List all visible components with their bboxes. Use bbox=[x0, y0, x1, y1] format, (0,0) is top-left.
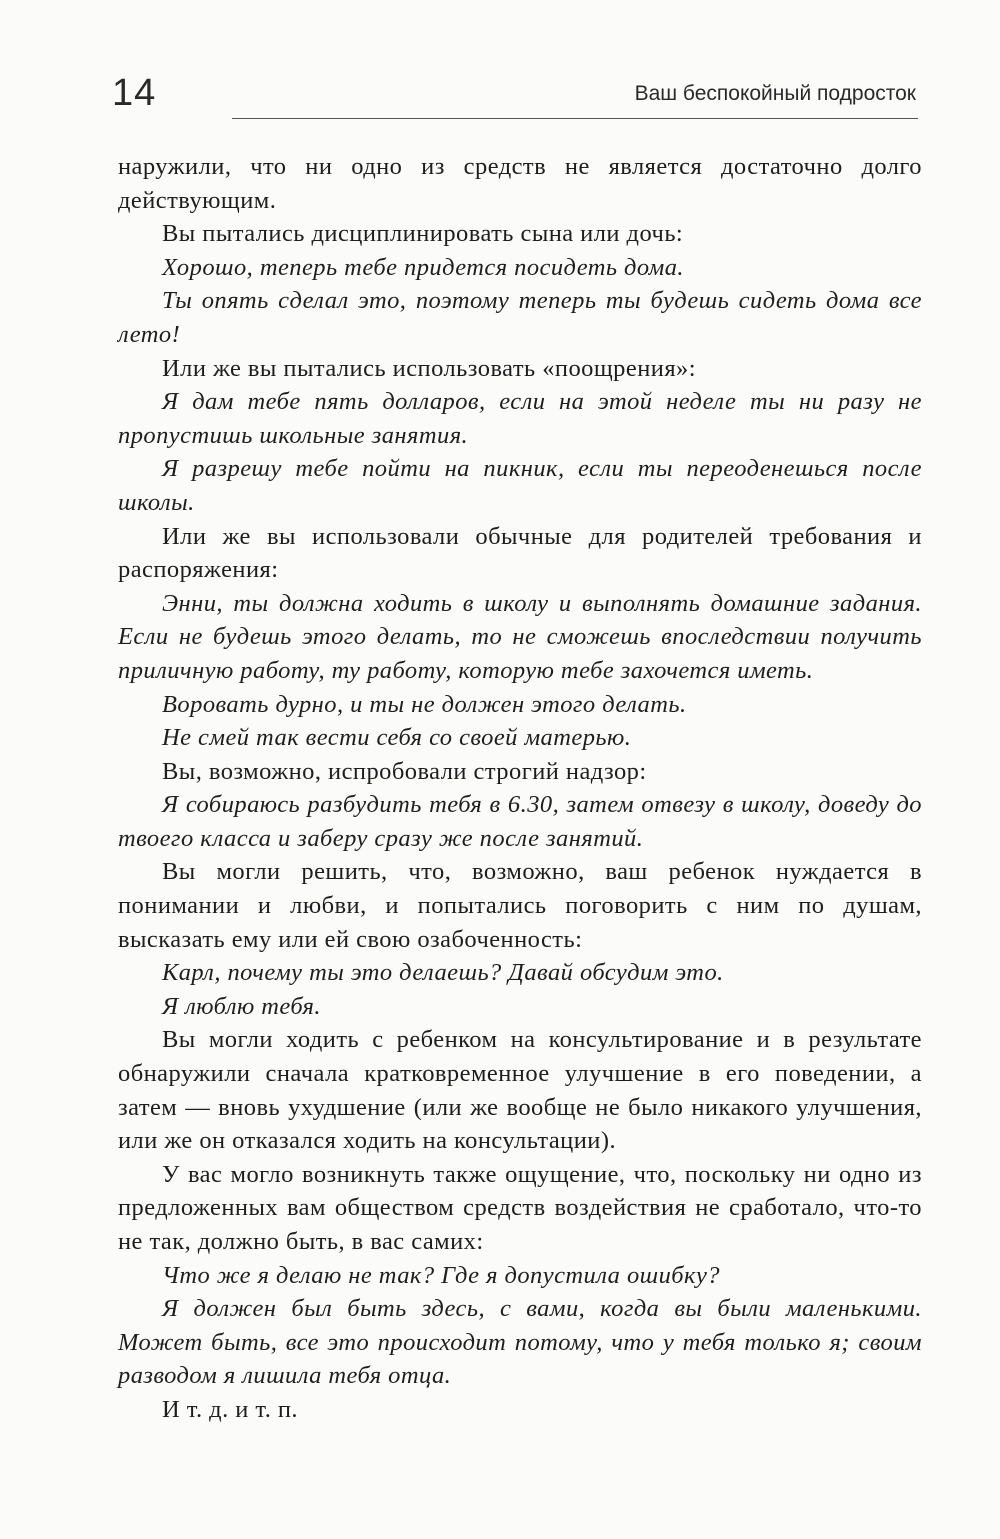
paragraph: Или же вы использовали обычные для родителей требования и распоряжения: bbox=[118, 522, 922, 584]
page-number: 14 bbox=[112, 72, 157, 114]
paragraph: У вас могло возникнуть также ощущение, что, поскольку ни одно из предложенных вам обществом средств воздействия не сработало, что-то не так, должно быть, в вас самих: bbox=[118, 1160, 922, 1255]
quote-paragraph: Я разрешу тебе пойти на пикник, если ты переоденешься после школы. bbox=[118, 455, 922, 516]
quote-paragraph: Карл, почему ты это делаешь? Давай обсудим это. bbox=[162, 959, 724, 987]
quote-paragraph: Не смей так вести себя со своей матерью. bbox=[162, 724, 632, 752]
paragraph: Или же вы пытались использовать «поощрения»: bbox=[162, 354, 696, 382]
running-head: Ваш беспокойный подросток bbox=[634, 82, 916, 105]
header-rule bbox=[232, 118, 918, 119]
quote-paragraph: Ты опять сделал это, поэтому теперь ты будешь сидеть дома все лето! bbox=[118, 287, 922, 348]
quote-paragraph: Воровать дурно, и ты не должен этого делать. bbox=[162, 690, 687, 718]
paragraph: И т. д. и т. п. bbox=[162, 1395, 298, 1423]
quote-paragraph: Что же я делаю не так? Где я допустила ошибку? bbox=[162, 1261, 720, 1289]
paragraph: наружили, что ни одно из средств не является достаточно долго действующим. bbox=[118, 153, 922, 214]
paragraph: Вы могли ходить с ребенком на консультирование и в результате обнаружили сначала кратковременное улучшение в его поведении, а затем — вновь ухудшение (или же вообще не было никакого улучшения, или же он отказался ходить на консультации). bbox=[118, 1026, 922, 1155]
body-text bbox=[118, 150, 922, 1427]
paragraph: Вы, возможно, испробовали строгий надзор: bbox=[162, 757, 647, 785]
quote-paragraph: Энни, ты должна ходить в школу и выполнять домашние задания. Если не будешь этого делать, то не сможешь впоследствии получить приличную работу, ту работу, которую тебе захочется иметь. bbox=[118, 589, 922, 684]
quote-paragraph: Я собираюсь разбудить тебя в 6.30, затем отвезу в школу, доведу до твоего класса и заберу сразу же после занятий. bbox=[118, 791, 922, 852]
quote-paragraph: Я дам тебе пять долларов, если на этой неделе ты ни разу не пропустишь школьные занятия. bbox=[118, 388, 922, 449]
quote-paragraph: Я должен был быть здесь, с вами, когда вы были маленькими. Может быть, все это происходит потому, что у тебя только я; своим разводом я лишила тебя отца. bbox=[118, 1295, 922, 1390]
paragraph: Вы пытались дисциплинировать сына или дочь: bbox=[162, 220, 684, 248]
paragraph: Вы могли решить, что, возможно, ваш ребенок нуждается в понимании и любви, и попытались поговорить с ним по душам, высказать ему или ей свою озабоченность: bbox=[118, 858, 922, 953]
quote-paragraph: Хорошо, теперь тебе придется посидеть дома. bbox=[162, 253, 684, 281]
quote-paragraph: Я люблю тебя. bbox=[162, 992, 321, 1020]
